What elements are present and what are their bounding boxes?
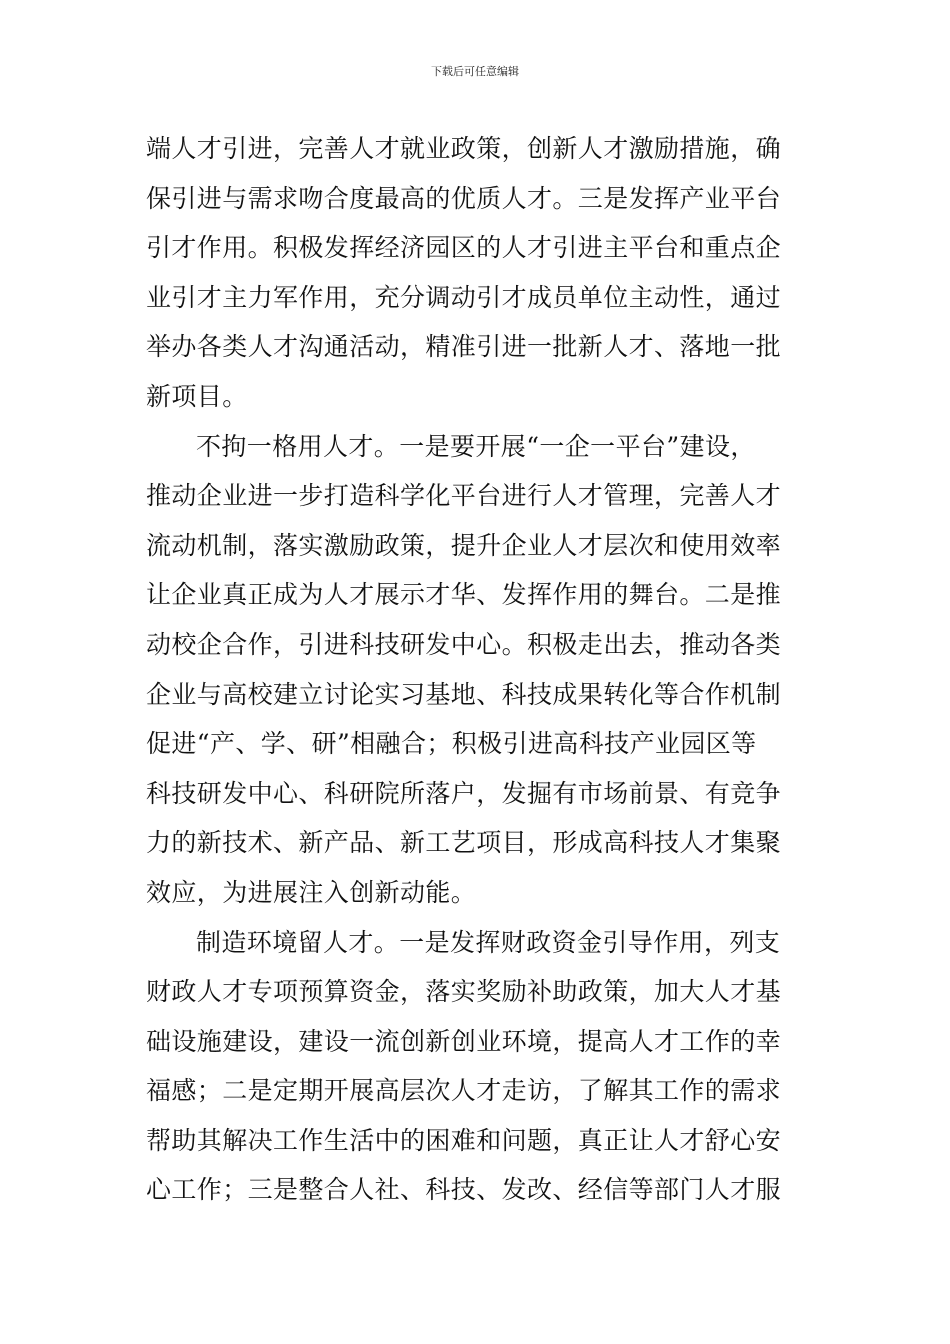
text-line: 业引才主力军作用，充分调动引才成员单位主动性，通过: [146, 282, 782, 312]
text-line: 心工作；三是整合人社、科技、发改、经信等部门人才服: [146, 1175, 782, 1205]
text-line: 科技研发中心、科研院所落户，发掘有市场前景、有竞争: [146, 778, 782, 808]
text-line: 新项目。: [146, 381, 248, 411]
text-line: 力的新技术、新产品、新工艺项目，形成高科技人才集聚: [146, 828, 782, 858]
text-line: 引才作用。积极发挥经济园区的人才引进主平台和重点企: [146, 233, 782, 263]
text-line: 推动企业进一步打造科学化平台进行人才管理，完善人才: [146, 481, 782, 511]
text-line: 础设施建设，建设一流创新创业环境，提高人才工作的幸: [146, 1026, 782, 1056]
text-line: 举办各类人才沟通活动，精准引进一批新人才、落地一批: [146, 332, 782, 362]
paragraph-first-line: 制造环境留人才。一是发挥财政资金引导作用，列支: [196, 927, 781, 957]
text-line: 帮助其解决工作生活中的困难和问题，真正让人才舒心安: [146, 1125, 782, 1155]
text-line: 保引进与需求吻合度最高的优质人才。三是发挥产业平台: [146, 183, 782, 213]
text-line: 福感；二是定期开展高层次人才走访，了解其工作的需求: [146, 1076, 782, 1106]
text-line: 促进“产、学、研”相融合；积极引进高科技产业园区等: [146, 729, 757, 759]
text-line: 让企业真正成为人才展示才华、发挥作用的舞台。二是推: [146, 580, 782, 610]
text-line: 流动机制，落实激励政策，提升企业人才层次和使用效率: [146, 530, 782, 560]
page-header: 下载后可任意编辑: [431, 65, 519, 78]
text-line: 端人才引进，完善人才就业政策，创新人才激励措施，确: [146, 134, 782, 163]
text-line: 效应，为进展注入创新动能。: [146, 877, 477, 907]
text-line: 企业与高校建立讨论实习基地、科技成果转化等合作机制: [146, 679, 782, 709]
text-line: 动校企合作，引进科技研发中心。积极走出去，推动各类: [146, 629, 782, 659]
document-body: [146, 124, 812, 1215]
paragraph-first-line: 不拘一格用人才。一是要开展“一企一平台”建设，: [196, 431, 756, 461]
text-line: 财政人才专项预算资金，落实奖励补助政策，加大人才基: [146, 977, 782, 1007]
